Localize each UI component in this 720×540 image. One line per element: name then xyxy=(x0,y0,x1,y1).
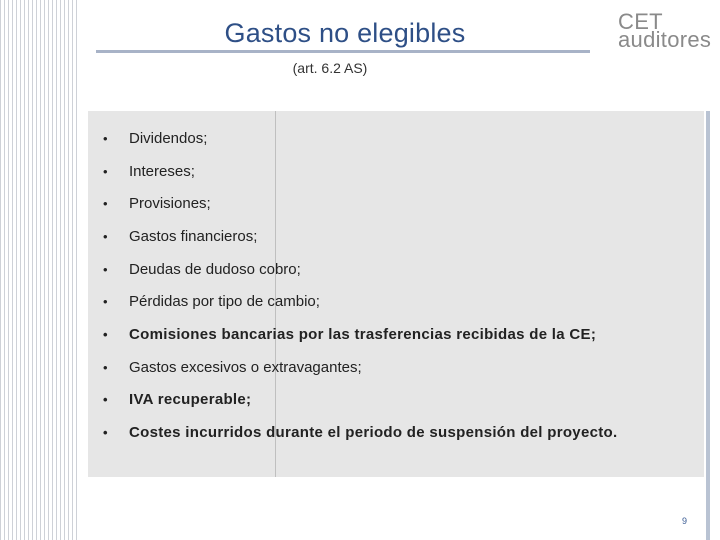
list-item xyxy=(100,285,700,318)
list-item xyxy=(100,318,700,351)
list-item xyxy=(100,187,700,220)
bullet-icon: • xyxy=(103,425,108,441)
bullet-icon: • xyxy=(103,326,108,342)
list-item xyxy=(100,384,700,417)
list-item xyxy=(100,155,700,188)
bullet-icon: • xyxy=(103,163,108,179)
list-item-text: Provisiones; xyxy=(129,195,211,213)
bullet-icon: • xyxy=(103,130,108,146)
list-item-text: Pérdidas por tipo de cambio; xyxy=(129,293,320,311)
page-title: Gastos no elegibles xyxy=(224,18,466,48)
list-item-text: Deudas de dudoso cobro; xyxy=(129,260,301,278)
list-item-text: Gastos financieros; xyxy=(129,227,258,245)
list-item xyxy=(100,351,700,384)
list-item xyxy=(100,220,700,253)
title-underline xyxy=(96,50,590,53)
list-item-text: Comisiones bancarias por las trasferencias recibidas de la CE; xyxy=(129,325,597,343)
bullet-icon: • xyxy=(103,228,108,244)
company-logo xyxy=(618,9,712,52)
list-item-text: Gastos excesivos o extravagantes; xyxy=(129,358,362,376)
right-edge-rule xyxy=(706,111,710,540)
list-item-text: Intereses; xyxy=(129,162,195,180)
bullet-icon: • xyxy=(103,196,108,212)
list-item-text: IVA recuperable; xyxy=(129,391,252,409)
bullet-icon: • xyxy=(103,359,108,375)
bullet-icon: • xyxy=(103,392,108,408)
page-subtitle: (art. 6.2 AS) xyxy=(292,60,368,76)
bullet-icon: • xyxy=(103,294,108,310)
logo-line-2: auditores xyxy=(618,27,712,52)
decorative-side-pattern xyxy=(0,0,78,540)
logo-line-1: CET xyxy=(618,9,663,34)
list-item-text: Dividendos; xyxy=(129,129,208,147)
ineligible-expenses-list xyxy=(100,122,700,449)
bullet-icon: • xyxy=(103,261,108,277)
list-item xyxy=(100,253,700,286)
list-item xyxy=(100,416,700,449)
list-item xyxy=(100,122,700,155)
list-item-text: Costes incurridos durante el periodo de suspensión del proyecto. xyxy=(129,424,618,442)
page-number: 9 xyxy=(682,516,688,526)
